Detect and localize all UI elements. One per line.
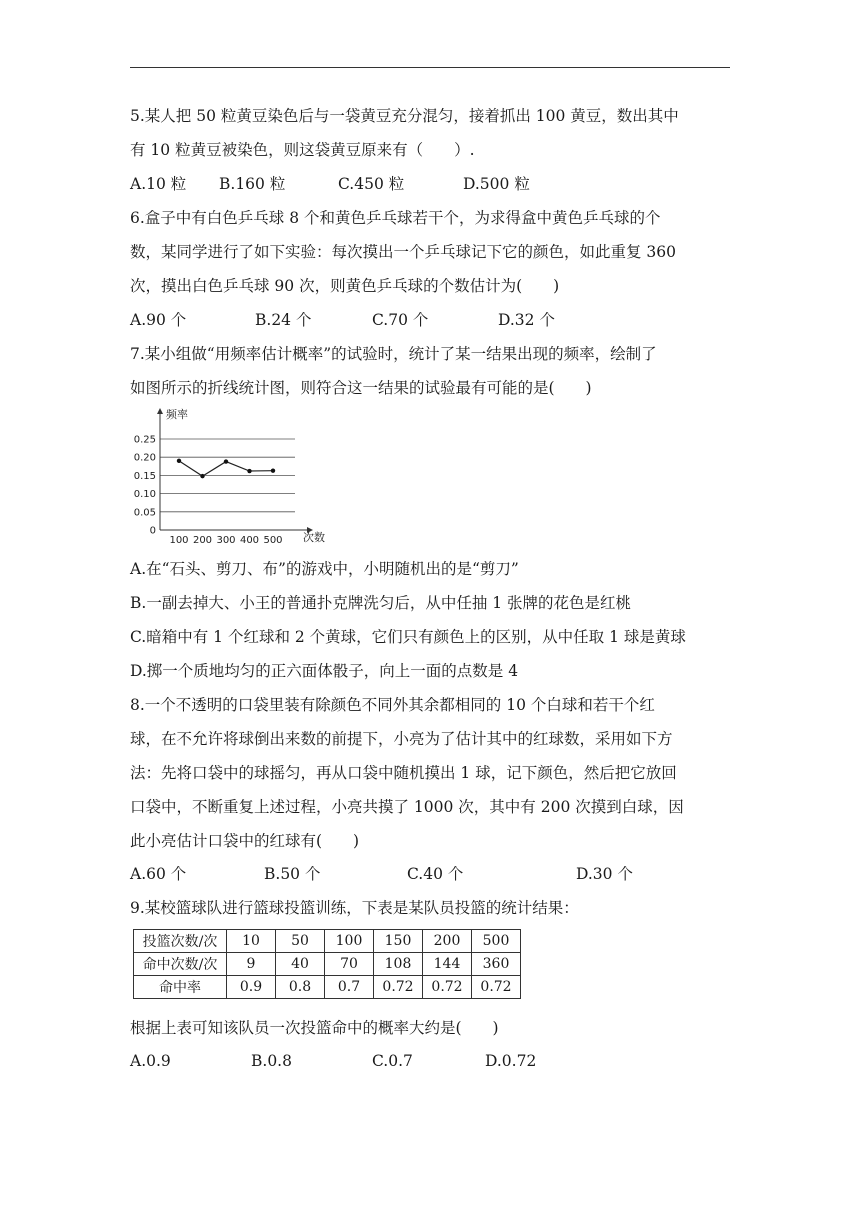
- y-tick-label: 0.10: [133, 489, 156, 501]
- q7-option-b: B.一副去掉大、小王的普通扑克牌洗匀后，从中任抽 1 张牌的花色是红桃: [130, 594, 632, 612]
- q7-option-a: A.在“石头、剪刀、布”的游戏中，小明随机出的是“剪刀”: [130, 560, 519, 578]
- y-tick-label: 0.25: [133, 434, 156, 446]
- q6-option-c: C.70 个: [372, 311, 429, 329]
- q8-option-c: C.40 个: [407, 865, 464, 883]
- q5-option-c: C.450 粒: [338, 175, 405, 193]
- q6-stem-line3: 次，摸出白色乒乓球 90 次，则黄色乒乓球的个数估计为( ): [130, 277, 560, 295]
- table-cell: 0.72: [374, 976, 423, 999]
- table-cell: 40: [276, 953, 325, 976]
- table-cell: 0.7: [325, 976, 374, 999]
- q7-option-c: C.暗箱中有 1 个红球和 2 个黄球，它们只有颜色上的区别，从中任取 1 球是黄球: [130, 628, 686, 646]
- x-tick-label: 200: [192, 535, 213, 545]
- q6-option-d: D.32 个: [498, 311, 555, 329]
- table-cell: 0.72: [472, 976, 521, 999]
- q8-stem-line3: 法：先将口袋中的球摇匀，再从口袋中随机摸出 1 球，记下颜色，然后把它放回: [130, 764, 677, 782]
- data-point: [200, 474, 204, 478]
- shooting-stats-table: [133, 929, 521, 999]
- header-rule: [130, 67, 730, 68]
- q7-stem-line1: 7.某小组做“用频率估计概率”的试验时，统计了某一结果出现的频率，绘制了: [130, 345, 657, 363]
- data-point: [224, 459, 228, 463]
- q9-option-b: B.0.8: [251, 1052, 292, 1070]
- q8-stem-line5: 此小亮估计口袋中的红球有( ): [130, 832, 360, 850]
- q6-option-a: A.90 个: [130, 311, 187, 329]
- q6-stem-line2: 数，某同学进行了如下实验：每次摸出一个乒乓球记下它的颜色，如此重复 360: [130, 243, 677, 261]
- q6-stem-line1: 6.盒子中有白色乒乓球 8 个和黄色乒乓球若干个，为求得盒中黄色乒乓球的个: [130, 209, 661, 227]
- x-tick-label: 100: [169, 535, 189, 545]
- q8-option-b: B.50 个: [264, 865, 321, 883]
- q6-option-b: B.24 个: [255, 311, 312, 329]
- q8-stem-line1: 8.一个不透明的口袋里装有除颜色不同外其余都相同的 10 个白球和若干个红: [130, 696, 655, 714]
- table-cell: 200: [423, 930, 472, 953]
- q5-option-d: D.500 粒: [463, 175, 530, 193]
- table-cell: 0.72: [423, 976, 472, 999]
- q7-option-d: D.掷一个质地均匀的正六面体骰子，向上一面的点数是 4: [130, 662, 519, 680]
- table-cell: 100: [325, 930, 374, 953]
- table-row: [134, 953, 521, 976]
- x-tick-label: 300: [216, 535, 236, 545]
- frequency-line-chart: [125, 405, 325, 545]
- q9-option-d: D.0.72: [485, 1052, 537, 1070]
- q9-option-c: C.0.7: [372, 1052, 413, 1070]
- q8-stem-line4: 口袋中，不断重复上述过程，小亮共摸了 1000 次，其中有 200 次摸到白球，因: [130, 798, 684, 816]
- table-row: [134, 976, 521, 999]
- table-cell: 150: [374, 930, 423, 953]
- q9-stem-line2: 根据上表可知该队员一次投篮命中的概率大约是( ): [130, 1019, 499, 1037]
- y-tick-label: 0: [149, 525, 156, 537]
- table-cell: 70: [325, 953, 374, 976]
- x-tick-label: 500: [263, 535, 283, 545]
- q5-option-a: A.10 粒: [130, 175, 187, 193]
- q9-stem-line1: 9.某校篮球队进行篮球投篮训练，下表是某队员投篮的统计结果：: [130, 899, 579, 917]
- q7-stem-line2: 如图所示的折线统计图，则符合这一结果的试验最有可能的是( ): [130, 379, 592, 397]
- table-row-header: 命中次数/次: [134, 953, 227, 976]
- data-point: [271, 468, 275, 472]
- x-axis-label: 次数: [303, 531, 325, 544]
- table-row-header: 命中率: [134, 976, 227, 999]
- table-cell: 50: [276, 930, 325, 953]
- table-cell: 0.9: [227, 976, 276, 999]
- q8-option-a: A.60 个: [130, 865, 187, 883]
- q8-stem-line2: 球，在不允许将球倒出来数的前提下，小亮为了估计其中的红球数，采用如下方: [130, 730, 673, 748]
- x-tick-label: 400: [239, 535, 260, 545]
- y-tick-label: 0.15: [133, 470, 156, 482]
- q8-option-d: D.30 个: [576, 865, 633, 883]
- data-point: [177, 459, 181, 463]
- q9-option-a: A.0.9: [130, 1052, 171, 1070]
- q5-stem-line2: 有 10 粒黄豆被染色，则这袋黄豆原来有（ ）.: [130, 141, 475, 159]
- y-tick-label: 0.20: [133, 452, 156, 464]
- table-cell: 0.8: [276, 976, 325, 999]
- table-cell: 108: [374, 953, 423, 976]
- table-cell: 9: [227, 953, 276, 976]
- y-tick-label: 0.05: [133, 507, 156, 519]
- data-point: [247, 469, 251, 473]
- table-cell: 144: [423, 953, 472, 976]
- q5-option-b: B.160 粒: [219, 175, 286, 193]
- table-cell: 360: [472, 953, 521, 976]
- table-row: [134, 930, 521, 953]
- y-axis-label: 频率: [166, 408, 188, 421]
- table-row-header: 投篮次数/次: [134, 930, 227, 953]
- table-cell: 500: [472, 930, 521, 953]
- q5-stem-line1: 5.某人把 50 粒黄豆染色后与一袋黄豆充分混匀，接着抓出 100 黄豆，数出其中: [130, 107, 679, 125]
- table-cell: 10: [227, 930, 276, 953]
